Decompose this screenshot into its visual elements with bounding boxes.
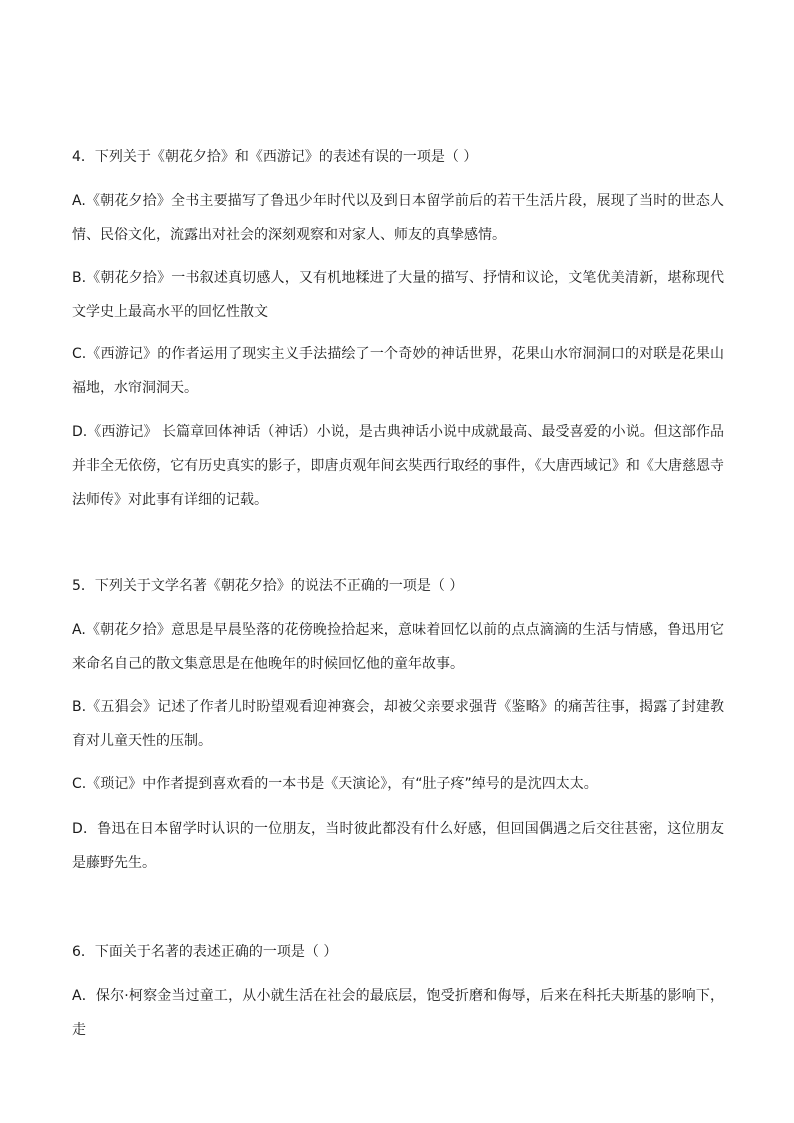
question-4-option-d: D.《西游记》 长篇章回体神话（神话）小说，是古典神话小说中成就最高、最受喜爱的小说。但这部作品并非全无依傍，它有历史真实的影子，即唐贞观年间玄奘西行取经的事件，《大唐西域记》和《大唐慈恩寺法师传》对此事有详细的记载。 <box>72 424 724 508</box>
question-4-option-b: B.《朝花夕拾》一书叙述真切感人，又有机地糅进了大量的描写、抒情和议论，文笔优美清新，堪称现代文学史上最高水平的回忆性散文 <box>72 270 724 320</box>
question-5-option-d: D．鲁迅在日本留学时认识的一位朋友，当时彼此都没有什么好感，但回国偶遇之后交往甚密，这位朋友是藤野先生。 <box>72 821 724 871</box>
question-4-option-c: C.《西游记》的作者运用了现实主义手法描绘了一个奇妙的神话世界，花果山水帘洞洞口的对联是花果山福地，水帘洞洞天。 <box>72 346 724 396</box>
question-5-title: 5．下列关于文学名著《朝花夕拾》的说法不正确的一项是（ ） <box>72 578 464 594</box>
question-6-title: 6．下面关于名著的表述正确的一项是（ ） <box>72 944 338 960</box>
question-4-option-a: A.《朝花夕拾》全书主要描写了鲁迅少年时代以及到日本留学前后的若干生活片段，展现了当时的世态人情、民俗文化，流露出对社会的深刻观察和对家人、师友的真挚感情。 <box>72 193 724 243</box>
question-5-option-c: C.《琐记》中作者提到喜欢看的一本书是《天演论》，有“肚子疼”绰号的是沈四太太。 <box>72 776 598 792</box>
question-5-option-b: B.《五猖会》记述了作者儿时盼望观看迎神赛会，却被父亲要求强背《鉴略》的痛苦往事，揭露了封建教育对儿童天性的压制。 <box>72 699 724 749</box>
question-4-title: 4．下列关于《朝花夕拾》和《西游记》的表述有误的一项是（ ） <box>72 149 478 165</box>
question-6-option-a: A．保尔·柯察金当过童工，从小就生活在社会的最底层，饱受折磨和侮辱，后来在科托夫斯基的影响下，走 <box>72 988 724 1038</box>
question-5-option-a: A.《朝花夕拾》意思是早晨坠落的花傍晚捡拾起来，意味着回忆以前的点点滴滴的生活与情感，鲁迅用它来命名自己的散文集意思是在他晚年的时候回忆他的童年故事。 <box>72 622 724 672</box>
